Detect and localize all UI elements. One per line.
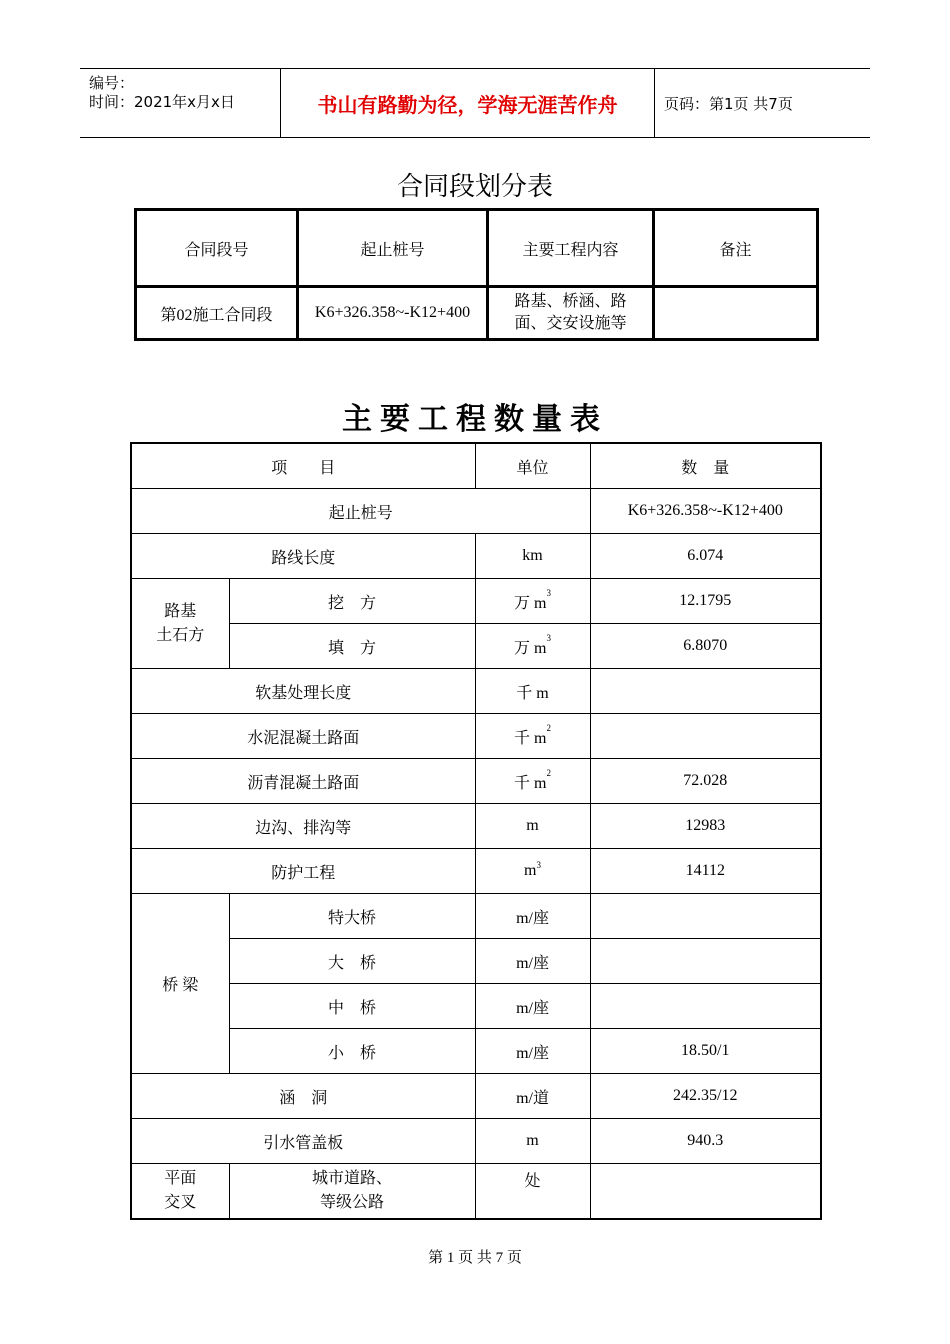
unit-cell [475,714,590,759]
value-cell [590,714,821,759]
item-cell: 沥青混凝土路面 [131,759,475,804]
unit-cell [475,759,590,804]
table-row [131,489,821,534]
unit-text: m [524,862,537,879]
unit-cell: m/座 [475,894,590,939]
table-row [131,894,821,939]
contract-table-title: 合同段划分表 [396,172,553,202]
item-line: 等级公路 [320,1194,385,1211]
unit-superscript: 3 [546,632,551,643]
value-cell [590,894,821,939]
item-cell: 软基处理长度 [131,669,475,714]
table-row [131,669,821,714]
unit-cell: 处 [475,1164,590,1220]
group-line: 路基 [164,602,197,620]
value-cell [590,669,821,714]
value-cell: 18.50/1 [590,1029,821,1074]
value-cell: 6.8070 [590,624,821,669]
contract-table [134,208,819,341]
unit-cell: m [475,804,590,849]
table-row [131,984,821,1029]
value-cell: 242.35/12 [590,1074,821,1119]
item-line: 城市道路、 [312,1170,393,1187]
table-header-row [136,210,818,287]
value-cell: 6.074 [590,534,821,579]
content-line: 路基、桥涵、路 [514,293,627,310]
item-cell: 引水管盖板 [131,1119,475,1164]
doc-time-label: 时间：2021年x月x日 [89,93,235,111]
header-cell: 备注 [654,210,818,287]
page-header [80,68,870,138]
value-cell: K6+326.358~-K12+400 [590,489,821,534]
header-cell: 主要工程内容 [488,210,654,287]
item-cell [229,1164,475,1220]
value-cell: 12983 [590,804,821,849]
item-cell: 特大桥 [229,894,475,939]
item-cell: 防护工程 [131,849,475,894]
unit-cell [475,624,590,669]
section-cell: 第02施工合同段 [136,287,298,340]
group-cell [131,1164,229,1220]
quantity-table-title: 主要工程数量表 [342,402,608,437]
page-footer: 第 1 页 共 7 页 [428,1250,522,1266]
unit-superscript: 2 [546,722,551,733]
table-row [131,534,821,579]
unit-text: 万 m [514,639,547,657]
unit-text: 千 m [514,774,547,792]
value-cell [590,984,821,1029]
item-cell: 水泥混凝土路面 [131,714,475,759]
unit-superscript: 3 [536,860,541,870]
header-page-label: 页码：第1页 共7页 [664,94,793,113]
unit-cell: m/座 [475,984,590,1029]
value-cell [590,1164,821,1220]
header-cell: 合同段号 [136,210,298,287]
unit-superscript: 3 [546,587,551,598]
value-cell [590,939,821,984]
doc-number-label: 编号： [89,74,135,92]
table-row [131,1164,821,1220]
unit-text: 千 m [514,729,547,747]
item-cell: 填 方 [229,624,475,669]
header-cell: 起止桩号 [298,210,488,287]
unit-cell: km [475,534,590,579]
table-row [131,1029,821,1074]
table-row [131,1074,821,1119]
item-cell: 涵 洞 [131,1074,475,1119]
table-row [136,287,818,340]
quantity-table [130,442,822,1220]
value-cell: 12.1795 [590,579,821,624]
table-row [131,804,821,849]
table-row [131,714,821,759]
item-cell: 中 桥 [229,984,475,1029]
unit-cell: m/座 [475,939,590,984]
group-line: 平面 [164,1170,197,1187]
unit-cell: m/座 [475,1029,590,1074]
item-cell: 小 桥 [229,1029,475,1074]
table-row [131,579,821,624]
header-cell: 项 目 [131,443,475,489]
value-cell: 940.3 [590,1119,821,1164]
unit-cell: m [475,1119,590,1164]
table-row [131,849,821,894]
header-meta [80,69,281,137]
table-row [131,624,821,669]
remark-cell [654,287,818,340]
header-cell: 单位 [475,443,590,489]
unit-text: 万 m [514,594,547,612]
item-cell: 挖 方 [229,579,475,624]
stake-cell: K6+326.358~-K12+400 [298,287,488,340]
table-row [131,1119,821,1164]
table-header-row [131,443,821,489]
header-motto: 书山有路勤为径，学海无涯苦作舟 [281,69,655,137]
unit-cell: m/道 [475,1074,590,1119]
group-cell [131,579,229,669]
item-cell: 边沟、排沟等 [131,804,475,849]
unit-cell [475,579,590,624]
header-cell: 数 量 [590,443,821,489]
unit-cell [475,849,590,894]
content-line: 面、交安设施等 [514,315,627,332]
group-cell: 桥 梁 [131,894,229,1074]
table-row [131,939,821,984]
value-cell: 14112 [590,849,821,894]
item-cell: 大 桥 [229,939,475,984]
unit-cell: 千 m [475,669,590,714]
item-cell: 起止桩号 [131,489,590,534]
value-cell: 72.028 [590,759,821,804]
table-row [131,759,821,804]
item-cell: 路线长度 [131,534,475,579]
unit-superscript: 2 [546,767,551,778]
group-line: 交叉 [164,1194,197,1211]
group-line: 土石方 [156,626,205,644]
content-cell [488,287,654,340]
